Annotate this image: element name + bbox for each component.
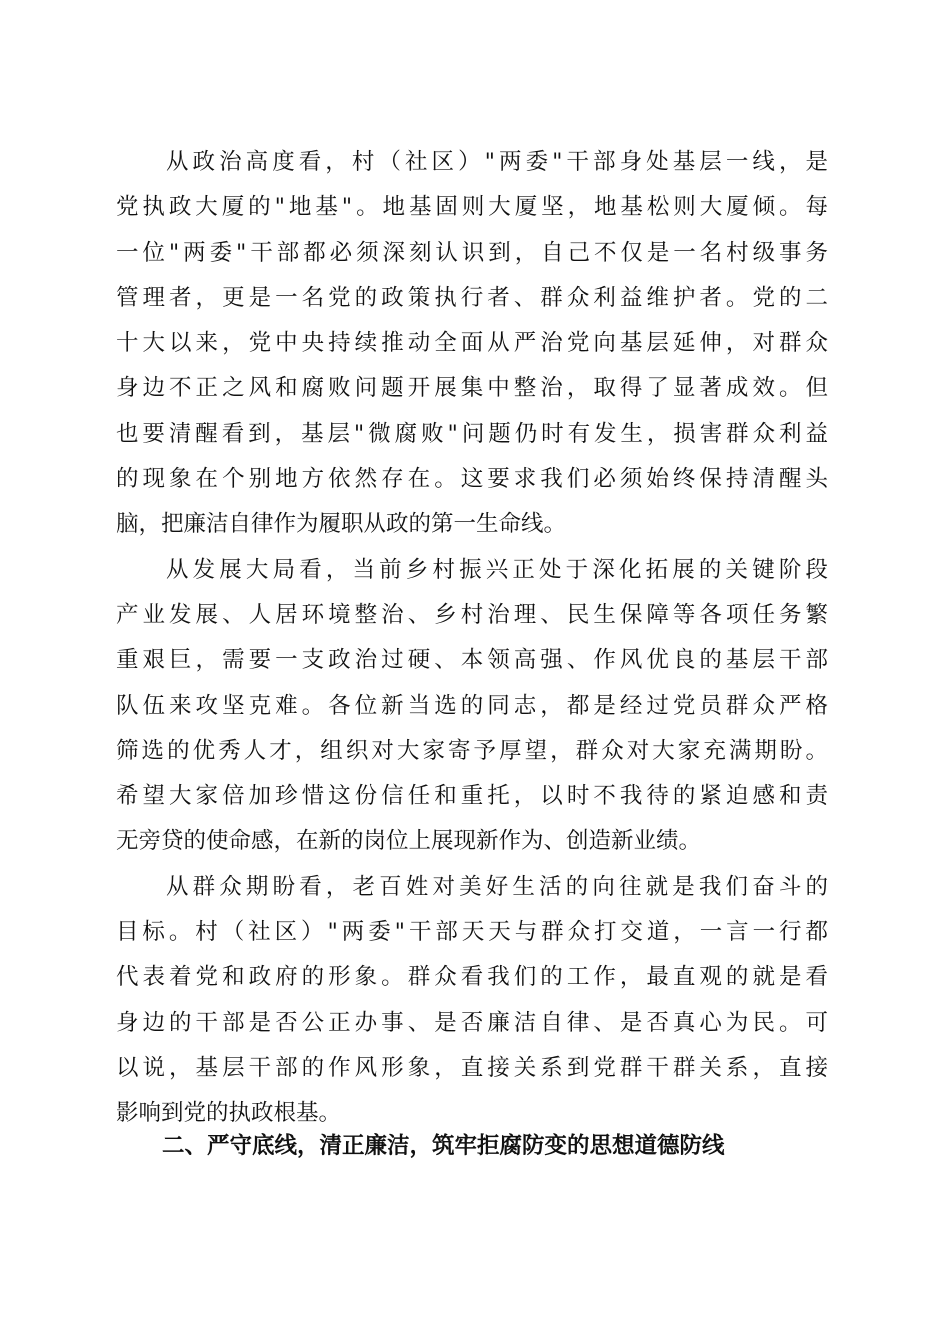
- paragraph: [116, 548, 828, 865]
- paragraph-line: 的现象在个别地方依然存在。这要求我们必须始终保持清醒头: [116, 466, 828, 493]
- paragraph-line: 产业发展、人居环境整治、乡村治理、民生保障等各项任务繁: [116, 601, 828, 628]
- paragraph: [116, 865, 828, 1137]
- paragraph-line: 以说，基层干部的作风形象，直接关系到党群干群关系，直接: [116, 1054, 828, 1081]
- paragraph-line: 管理者，更是一名党的政策执行者、群众利益维护者。党的二: [116, 284, 828, 311]
- paragraph-line: 筛选的优秀人才，组织对大家寄予厚望，群众对大家充满期盼。: [116, 737, 828, 764]
- paragraph-line: 十大以来，党中央持续推动全面从严治党向基层延伸，对群众: [116, 330, 828, 357]
- paragraph-line: 也要清醒看到，基层"微腐败"问题仍时有发生，损害群众利益: [116, 420, 828, 447]
- paragraph-line: 队伍来攻坚克难。各位新当选的同志，都是经过党员群众严格: [116, 692, 828, 719]
- paragraph-line: 重艰巨，需要一支政治过硬、本领高强、作风优良的基层干部: [116, 647, 828, 674]
- paragraph-line: 从发展大局看，当前乡村振兴正处于深化拓展的关键阶段: [166, 556, 828, 583]
- paragraph: [116, 140, 828, 548]
- paragraph-line: 身边的干部是否公正办事、是否廉洁自律、是否真心为民。可: [116, 1009, 828, 1036]
- paragraph-line: 代表着党和政府的形象。群众看我们的工作，最直观的就是看: [116, 964, 828, 991]
- paragraph-line: 党执政大厦的"地基"。地基固则大厦坚，地基松则大厦倾。每: [116, 194, 828, 221]
- section-heading: 二、严守底线，清正廉洁，筑牢拒腐防变的思想道德防线: [162, 1133, 725, 1159]
- paragraph-line: 身边不正之风和腐败问题开展集中整治，取得了显著成效。但: [116, 375, 828, 402]
- paragraph-line: 一位"两委"干部都必须深刻认识到，自己不仅是一名村级事务: [116, 239, 828, 266]
- paragraph-line: 希望大家倍加珍惜这份信任和重托，以时不我待的紧迫感和责: [116, 783, 828, 810]
- paragraph-line: 目标。村（社区）"两委"干部天天与群众打交道，一言一行都: [116, 919, 828, 946]
- paragraph-line: 无旁贷的使命感，在新的岗位上展现新作为、创造新业绩。: [116, 828, 702, 855]
- paragraph-line: 从群众期盼看，老百姓对美好生活的向往就是我们奋斗的: [166, 873, 828, 900]
- body-text: [116, 140, 828, 1137]
- paragraph-line: 脑，把廉洁自律作为履职从政的第一生命线。: [116, 511, 567, 538]
- paragraph-line: 影响到党的执政根基。: [116, 1100, 342, 1127]
- paragraph-line: 从政治高度看，村（社区）"两委"干部身处基层一线，是: [166, 149, 828, 175]
